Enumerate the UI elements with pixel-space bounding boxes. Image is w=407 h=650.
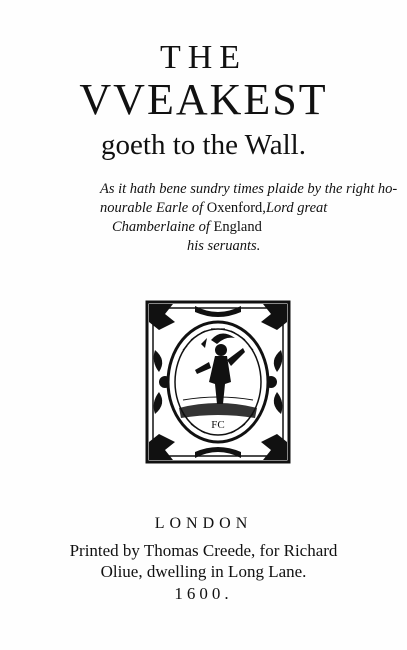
england-name: England xyxy=(213,219,262,235)
performance-note-line-4: his seruants. xyxy=(187,238,261,254)
imprint-printer-line-1: Printed by Thomas Creede, for Richard xyxy=(69,541,338,560)
performance-note-line-1: As it hath bene sundry times plaide by the right ho- xyxy=(100,181,398,197)
title-line-weakest: VVEAKEST xyxy=(79,75,328,124)
lord-great-text: Lord great xyxy=(265,200,328,216)
performance-note-line-3 xyxy=(112,218,380,237)
title-line-goeth: goeth to the Wall. xyxy=(101,129,306,161)
chamberlaine-text: Chamberlaine of xyxy=(112,219,214,235)
performance-note xyxy=(100,180,398,256)
imprint-printer xyxy=(0,540,407,582)
performance-note-text: nourable Earle of xyxy=(100,200,207,216)
imprint-year: 1600. xyxy=(174,584,233,603)
imprint-place: LONDON xyxy=(154,515,253,532)
oxenford-name: Oxenford, xyxy=(206,200,266,216)
performance-note-line-2 xyxy=(100,199,380,218)
printers-device-woodcut xyxy=(145,300,291,464)
title-line-the: THE xyxy=(159,39,248,76)
printer-initials: FC xyxy=(211,419,225,431)
imprint-printer-line-2: Oliue, dwelling in Long Lane. xyxy=(100,562,307,581)
